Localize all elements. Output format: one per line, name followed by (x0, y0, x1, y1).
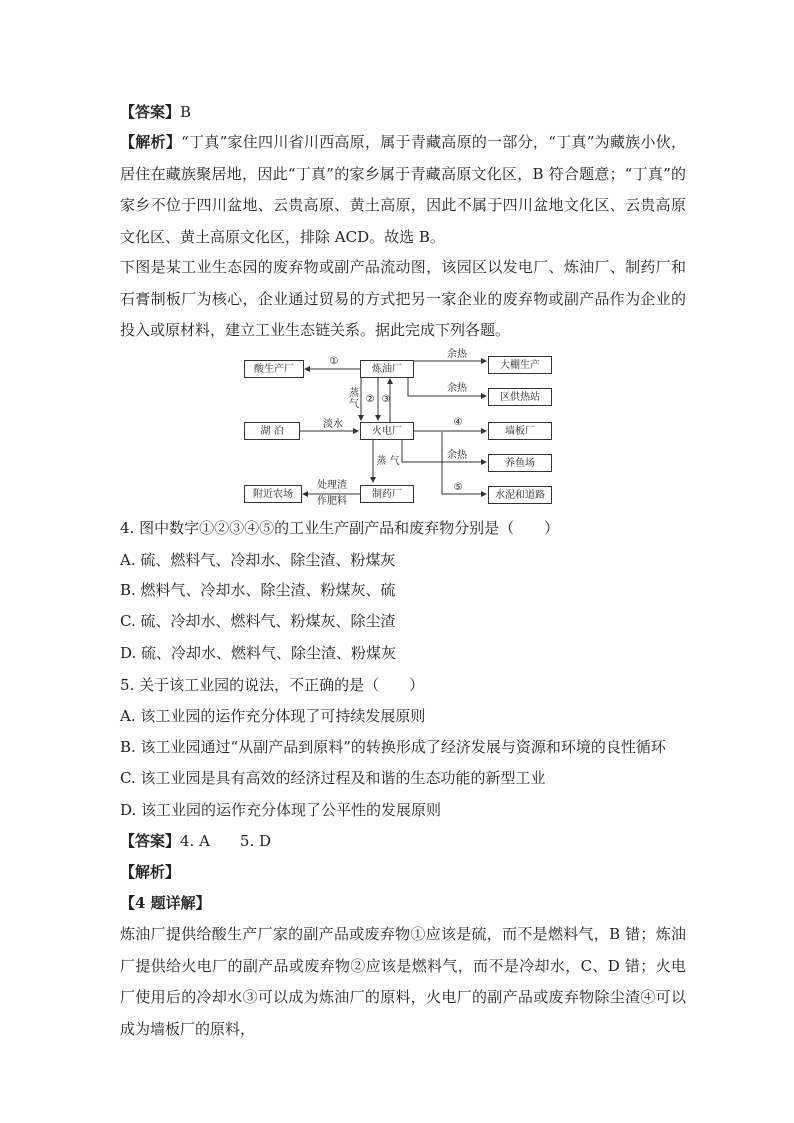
label-n5: ⑤ (453, 482, 463, 493)
analysis-2-tag: 【解析】 (120, 863, 181, 881)
q4-option-a: A. 硫、燃料气、冷却水、除尘渣、粉煤灰 (120, 551, 396, 569)
label-waste-heat-2: 余热 (447, 383, 467, 394)
label-steam-vertical: 蒸气 (349, 388, 359, 410)
wallboard-plant-box: 墙板厂 (488, 422, 552, 440)
answer-tag: 【答案】 (120, 832, 181, 850)
q4-stem: 4. 图中数字①②③④⑤的工业生产副产品和废弃物分别是（ ） (120, 519, 560, 537)
power-plant-box: 火电厂 (360, 422, 414, 440)
q5-option-a: A. 该工业园的运作充分体现了可持续发展原则 (120, 707, 426, 725)
label-fresh-water: 淡水 (323, 419, 343, 430)
answer-1 (120, 102, 191, 122)
answer-tag: 【答案】 (120, 103, 181, 121)
explanation-paragraph: 炼油厂提供给酸生产厂家的副产品或废弃物①应该是硫，而不是燃料气，B 错；炼油厂提供给火电厂的副产品或废弃物②应该是燃料气，而不是冷却水，C、D 错；火电厂使用后的冷却水③可以成为炼油厂的原料，火电厂的副产品或废弃物除尘渣④可以成为墙板厂的原料， (120, 925, 686, 1038)
analysis-1 (120, 127, 686, 253)
detail-4-tag: 【4 题详解】 (120, 894, 211, 912)
cement-road-box: 水泥和道路 (488, 486, 552, 504)
q4-option-c: C. 硫、冷却水、燃料气、粉煤灰、除尘渣 (120, 612, 396, 630)
q5-stem: 5. 关于该工业园的说法，不正确的是（ ） (120, 676, 425, 694)
analysis-text: “丁真”家住四川省川西高原，属于青藏高原的一部分，“丁真”为藏族小伙，居住在藏族聚居地，因此“丁真”的家乡属于青藏高原文化区，B 符合题意；“丁真”的家乡不位于四川盆地、云贵高原、黄土高原，因此不属于四川盆地文化区、云贵高原文化区、黄土高原文化区，排除 ACD。故选 B。 (120, 133, 686, 246)
refinery-box: 炼油厂 (360, 360, 414, 378)
analysis-tag: 【解析】 (120, 133, 182, 151)
label-n3: ③ (381, 394, 391, 405)
label-waste-heat-3: 余热 (447, 450, 467, 461)
heating-station-box: 区供热站 (488, 388, 552, 406)
label-steam-horizontal: 蒸 气 (376, 456, 400, 467)
label-n1: ① (329, 356, 339, 367)
nearby-farm-box: 附近农场 (244, 485, 302, 503)
fish-farm-box: 养鱼场 (488, 454, 552, 472)
greenhouse-box: 大棚生产 (488, 356, 552, 374)
answer-2 (120, 831, 271, 851)
pharma-plant-box: 制药厂 (360, 485, 414, 503)
answer-value: 4. A 5. D (180, 832, 272, 850)
answer-value: B (180, 103, 192, 121)
q4-option-d: D. 硫、冷却水、燃料气、除尘渣、粉煤灰 (120, 644, 397, 662)
q5-option-d: D. 该工业园的运作充分体现了公平性的发展原则 (120, 801, 442, 819)
q5-option-c: C. 该工业园是具有高效的经济过程及和谐的生态功能的新型工业 (120, 769, 546, 787)
label-n4: ④ (453, 417, 463, 428)
q4-option-b: B. 燃料气、冷却水、除尘渣、粉煤灰、硫 (120, 581, 396, 599)
label-n2: ② (365, 394, 375, 405)
label-residue-1: 处理渣 (317, 480, 347, 491)
lake-box: 湖 泊 (244, 422, 300, 440)
q5-option-b: B. 该工业园通过“从副产品到原料”的转换形成了经济发展与资源和环境的良性循环 (120, 738, 666, 756)
eco-park-flow-diagram (238, 349, 558, 512)
label-residue-2: 作肥料 (317, 496, 347, 507)
acid-plant-box: 酸生产厂 (244, 360, 304, 378)
label-waste-heat-1: 余热 (447, 349, 467, 360)
intro-paragraph: 下图是某工业生态园的废弃物或副产品流动图，该园区以发电厂、炼油厂、制药厂和石膏制板厂为核心，企业通过贸易的方式把另一家企业的废弃物或副产品作为企业的投入或原材料，建立工业生态链关系。据此完成下列各题。 (120, 258, 686, 339)
